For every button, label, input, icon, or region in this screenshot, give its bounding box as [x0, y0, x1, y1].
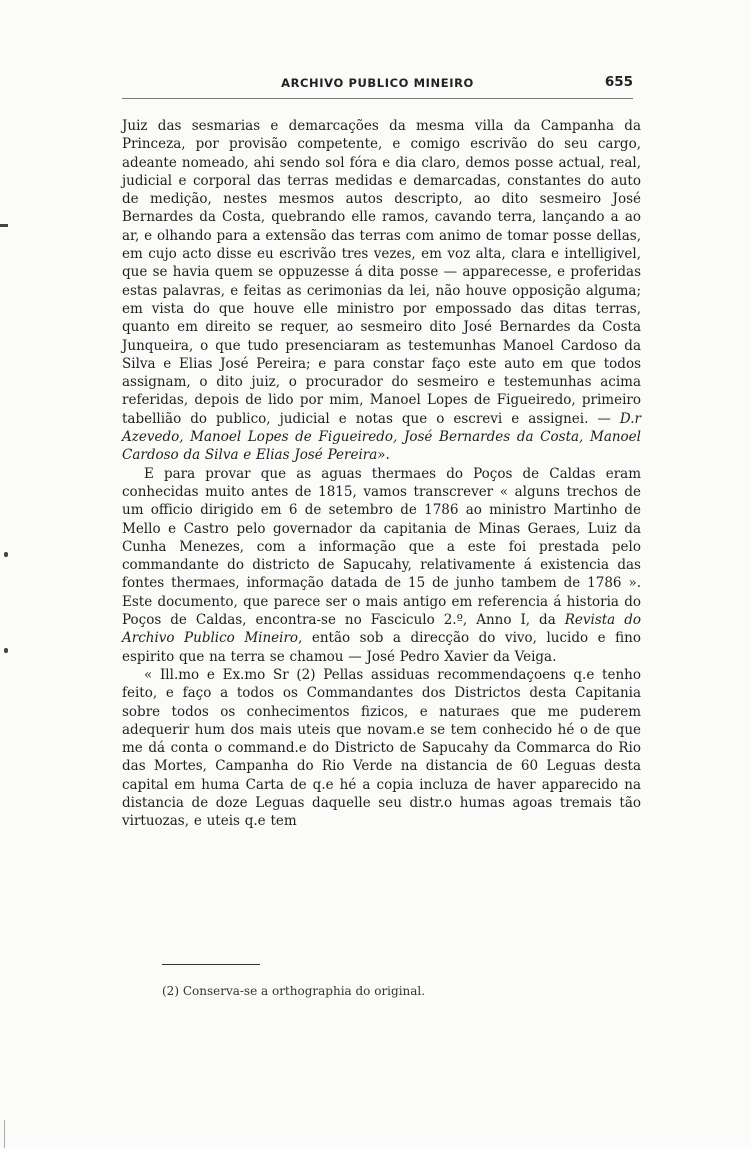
header-title: ARCHIVO PUBLICO MINEIRO — [281, 76, 474, 90]
footnote-divider — [162, 964, 260, 965]
margin-mark — [4, 648, 8, 653]
paragraph-2 — [122, 465, 641, 666]
paragraph-2-journal-title: Revista do Archivo Publico Mineiro — [122, 612, 641, 647]
paragraph-1 — [122, 117, 641, 465]
margin-mark — [4, 552, 8, 557]
footnote: (2) Conserva-se a orthographia do original. — [162, 984, 426, 998]
paragraph-1-end: ». — [377, 447, 390, 464]
body-text — [122, 117, 641, 831]
page-number: 655 — [604, 74, 633, 90]
paragraph-3 — [122, 666, 641, 831]
running-header — [122, 72, 633, 99]
page-edge-mark — [4, 1120, 5, 1148]
paragraph-3-text: « Ill.mo e Ex.mo Sr (2) Pellas assiduas recommendaçoens q.e tenho feito, e faço a todos os Commandantes dos Districtos desta Capitania sobre todos os conhecimentos fizicos, e naturaes que me puderem adequerir hum dos mais uteis que novam.e se tem conhecido hé o de que me dá conta o command.e do Districto de Sapucahy da Commarca do Rio das Mortes, Campanha do Rio Verde na distancia de 60 Leguas desta capital em huma Carta de q.e hé a copia incluza de haver apparecido na distancia de doze Leguas daquelle seu distr.o humas agoas tremais tão virtuozas, e uteis q.e tem — [122, 666, 641, 830]
paragraph-1-signatures: D.r Azevedo, Manoel Lopes de Figueiredo, José Bernardes da Costa, Manoel Cardoso da Silva e Elias José Pereira — [122, 410, 641, 464]
paragraph-2-end: , então sob a direcção do vivo, lucido e fino espirito que na terra se chamou — José Pedro Xavier da Veiga. — [122, 630, 641, 665]
margin-mark — [0, 224, 8, 227]
paragraph-2-text: E para provar que as aguas thermaes do Poços de Caldas eram conhecidas muito antes de 1815, vamos transcrever « alguns trechos de um officio dirigido em 6 de setembro de 1786 ao ministro Martinho de Mello e Castro pelo governador da capitania de Minas Geraes, Luiz da Cunha Menezes, com a informação que a este foi prestada pelo commandante do districto de Sapucahy, relativamente á existencia das fontes thermaes, informação datada de 15 de junho tambem de 1786 ». Este documento, que parece ser o mais antigo em referencia á historia do Poços de Caldas, encontra-se no Fasciculo 2.º, Anno I, da — [122, 465, 641, 629]
paragraph-1-text: Juiz das sesmarias e demarcações da mesma villa da Campanha da Princeza, por provisão competente, e comigo escrivão do seu cargo, adeante nomeado, ahi sendo sol fóra e dia claro, demos posse actual, real, judicial e corporal das terras medidas e demarcadas, constantes do auto de medição, nestes mesmos autos descripto, ao dito sesmeiro José Bernardes da Costa, quebrando elle ramos, cavando terra, lançando a ao ar, e olhando para a extensão das terras com animo de tomar posse dellas, em cujo acto disse eu escrivão tres vezes, em voz alta, clara e intelligivel, que se havia quem se oppuzesse á dita posse — apparecesse, e proferidas estas palavras, e feitas as cerimonias da lei, não houve opposição alguma; em vista do que houve elle ministro por empossado das ditas terras, quanto em direito se requer, ao sesmeiro dito José Bernardes da Costa Junqueira, o que tudo presenciaram as testemunhas Manoel Cardoso da Silva e Elias José Pereira; e para constar faço este auto em que todos assignam, o dito juiz, o procurador do sesmeiro e testemunhas acima referidas, depois de lido por mim, Manoel Lopes de Figueiredo, primeiro tabellião do publico, judicial e notas que o escrevi e assignei. — — [122, 118, 641, 427]
